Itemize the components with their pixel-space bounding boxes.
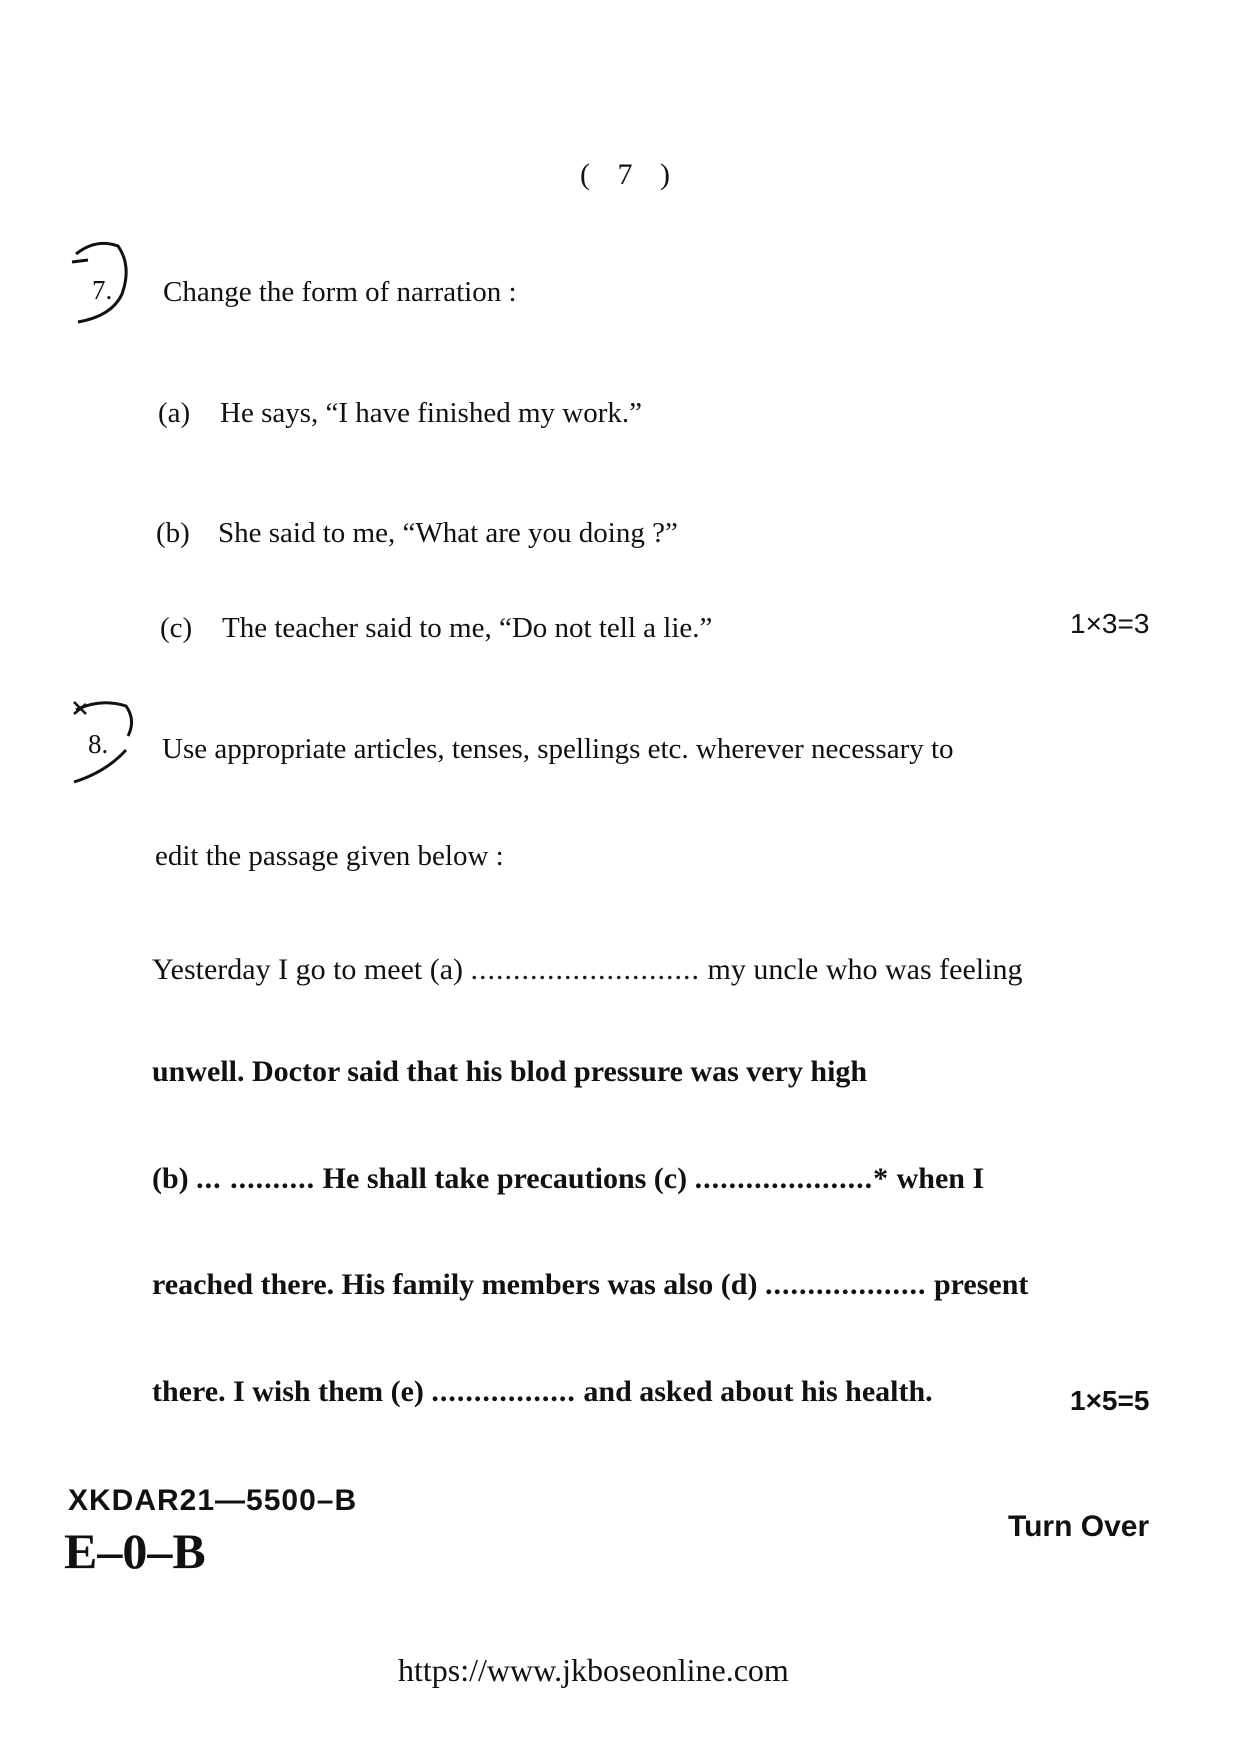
question-7-marks: 1×3=3 (1070, 608, 1150, 639)
question-7-item-b (156, 517, 678, 550)
passage-text: there. I wish them (e) (152, 1375, 424, 1408)
blank-b: ... .......... (196, 1162, 316, 1195)
item-text: He says, “I have finished my work.” (220, 397, 642, 429)
passage-text: He shall take precautions (c) (322, 1162, 688, 1195)
item-label: (a) (158, 397, 191, 429)
question-8-number: 8. (88, 729, 109, 759)
passage-line-5 (152, 1375, 933, 1409)
blank-c: .....................* (694, 1162, 890, 1195)
passage-text: reached there. His family members was also (d) (152, 1268, 758, 1301)
passage-text: when I (896, 1162, 985, 1195)
blank-d: ................... (764, 1268, 927, 1301)
passage-line-4 (152, 1268, 1028, 1302)
question-7-instruction: Change the form of narration : (163, 276, 517, 308)
passage-text: (b) (152, 1162, 189, 1195)
question-8-marks: 1×5=5 (1070, 1385, 1150, 1416)
passage-line-1 (152, 953, 1022, 987)
item-label: (b) (156, 517, 190, 549)
question-7-item-a (158, 397, 642, 430)
question-8-instruction-line-2: edit the passage given below : (155, 840, 504, 872)
page-number: ( 7 ) (580, 158, 680, 191)
item-label: (c) (160, 612, 193, 644)
passage-text: Yesterday I go to meet (a) (152, 953, 464, 986)
paper-code: XKDAR21—5500–B (68, 1484, 358, 1517)
passage-text: my uncle who was feeling (707, 953, 1023, 986)
source-url: https://www.jkboseonline.com (398, 1652, 789, 1688)
item-text: The teacher said to me, “Do not tell a lie.” (222, 612, 713, 644)
passage-line-3 (152, 1162, 984, 1196)
passage-text: and asked about his health. (583, 1375, 933, 1408)
paper-set: E–0–B (64, 1523, 206, 1579)
question-8-instruction-line-1: Use appropriate articles, tenses, spellings etc. wherever necessary to (162, 733, 954, 765)
question-7-item-c (160, 612, 712, 645)
turn-over-label: Turn Over (1008, 1510, 1150, 1543)
item-text: She said to me, “What are you doing ?” (218, 517, 678, 549)
blank-e: ................. (431, 1375, 576, 1408)
passage-line-2: unwell. Doctor said that his blod pressure was very high (152, 1055, 868, 1088)
passage-text: present (933, 1268, 1029, 1301)
question-7-number: 7. (92, 275, 113, 305)
blank-a: ........................... (470, 953, 701, 986)
